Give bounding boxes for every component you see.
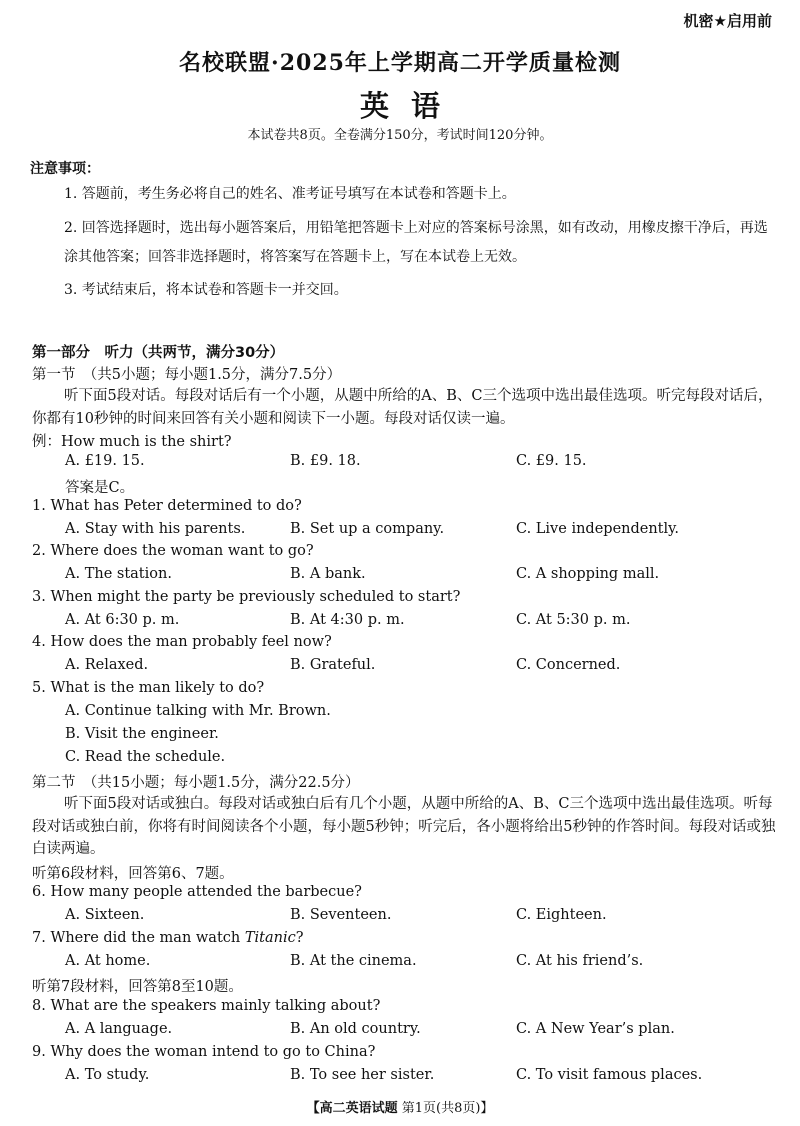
q9-option-b: B. To see her sister. (290, 1067, 435, 1083)
q7-option-b: B. At the cinema. (290, 953, 417, 969)
section1-instructions: 听下面5段对话。每段对话后有一个小题，从题中所给的A、B、C三个选项中选出最佳选项。听完每段对话后，你都有10秒钟的时间来回答有关小题和阅读下一小题。每段对话仅读一遍。 (32, 388, 773, 427)
part1-heading: 第一部分 听力（共两节，满分30分） (32, 345, 285, 361)
section2-heading: 第二节 （共15小题；每小题1.5分，满分22.5分） (32, 775, 360, 791)
material-7-note: 听第7段材料，回答第8至10题。 (32, 979, 243, 995)
footer-label: 【高二英语试题 (306, 1101, 398, 1116)
q1-option-b: B. Set up a company. (290, 521, 445, 537)
q1-option-c: C. Live independently. (516, 521, 680, 537)
example-option-c: C. £9. 15. (516, 453, 587, 469)
question-3: 3. When might the party be previously scheduled to start? (32, 589, 461, 605)
q2-option-b: B. A bank. (290, 566, 366, 582)
notice-heading: 注意事项： (30, 161, 100, 177)
q6-option-c: C. Eighteen. (516, 907, 607, 923)
exam-title: 名校联盟·2025年上学期高二开学质量检测 (179, 50, 621, 76)
q3-option-a: A. At 6:30 p. m. (65, 612, 180, 628)
section1-heading: 第一节 （共5小题；每小题1.5分，满分7.5分） (32, 367, 342, 383)
q9-option-a: A. To study. (65, 1067, 150, 1083)
q2-option-a: A. The station. (65, 566, 172, 582)
example-question: 例：How much is the shirt? (32, 434, 232, 450)
notice-item-2: 2. 回答选择题时，选出每小题答案后，用铅笔把答题卡上对应的答案标号涂黑，如有改动，用橡皮擦干净后，再选涂其他答案；回答非选择题时，将答案写在答题卡上，写在本试卷上无效。 (64, 220, 768, 265)
q3-option-b: B. At 4:30 p. m. (290, 612, 405, 628)
exam-info: 本试卷共8页。全卷满分150分，考试时间120分钟。 (247, 128, 553, 143)
q8-option-b: B. An old country. (290, 1021, 421, 1037)
footer-page-number: 第1页(共8页)】 (401, 1101, 494, 1116)
q3-option-c: C. At 5:30 p. m. (516, 612, 631, 628)
question-9: 9. Why does the woman intend to go to China? (32, 1044, 376, 1060)
example-answer: 答案是C。 (65, 480, 135, 496)
q8-option-c: C. A New Year’s plan. (516, 1021, 675, 1037)
example-option-a: A. £19. 15. (65, 453, 145, 469)
notice-item-3: 3. 考试结束后，将本试卷和答题卡一并交回。 (64, 282, 348, 298)
question-7: 7. Where did the man watch Titanic? (32, 930, 304, 946)
q8-option-a: A. A language. (65, 1021, 173, 1037)
example-option-b: B. £9. 18. (290, 453, 361, 469)
question-2: 2. Where does the woman want to go? (32, 543, 314, 559)
q6-option-a: A. Sixteen. (65, 907, 145, 923)
q4-option-c: C. Concerned. (516, 657, 621, 673)
q5-option-c: C. Read the schedule. (65, 749, 226, 765)
q9-option-c: C. To visit famous places. (516, 1067, 703, 1083)
q7-option-c: C. At his friend’s. (516, 953, 644, 969)
film-title: Titanic (244, 930, 296, 946)
notice-item-1: 1. 答题前，考生务必将自己的姓名、准考证号填写在本试卷和答题卡上。 (64, 186, 516, 202)
q7-option-a: A. At home. (65, 953, 151, 969)
question-4: 4. How does the man probably feel now? (32, 634, 332, 650)
section2-instructions: 听下面5段对话或独白。每段对话或独白后有几个小题，从题中所给的A、B、C三个选项中选出最佳选项。听每段对话或独白前，你将有时间阅读各个小题，每小题5秒钟；听完后，各小题将给出5秒钟的作答时间。每段对话或独白读两遍。 (32, 796, 776, 858)
q5-option-b: B. Visit the engineer. (65, 726, 219, 742)
confidential-label: 机密★启用前 (683, 12, 772, 30)
subject-title: 英语 (359, 89, 462, 123)
page-footer (0, 1097, 800, 1116)
q4-option-a: A. Relaxed. (65, 657, 149, 673)
question-6: 6. How many people attended the barbecue? (32, 884, 362, 900)
q4-option-b: B. Grateful. (290, 657, 376, 673)
q5-option-a: A. Continue talking with Mr. Brown. (65, 703, 331, 719)
material-6-note: 听第6段材料，回答第6、7题。 (32, 866, 234, 882)
q1-option-a: A. Stay with his parents. (65, 521, 246, 537)
question-1: 1. What has Peter determined to do? (32, 498, 302, 514)
question-8: 8. What are the speakers mainly talking about? (32, 998, 381, 1014)
q6-option-b: B. Seventeen. (290, 907, 392, 923)
q2-option-c: C. A shopping mall. (516, 566, 660, 582)
question-5: 5. What is the man likely to do? (32, 680, 265, 696)
